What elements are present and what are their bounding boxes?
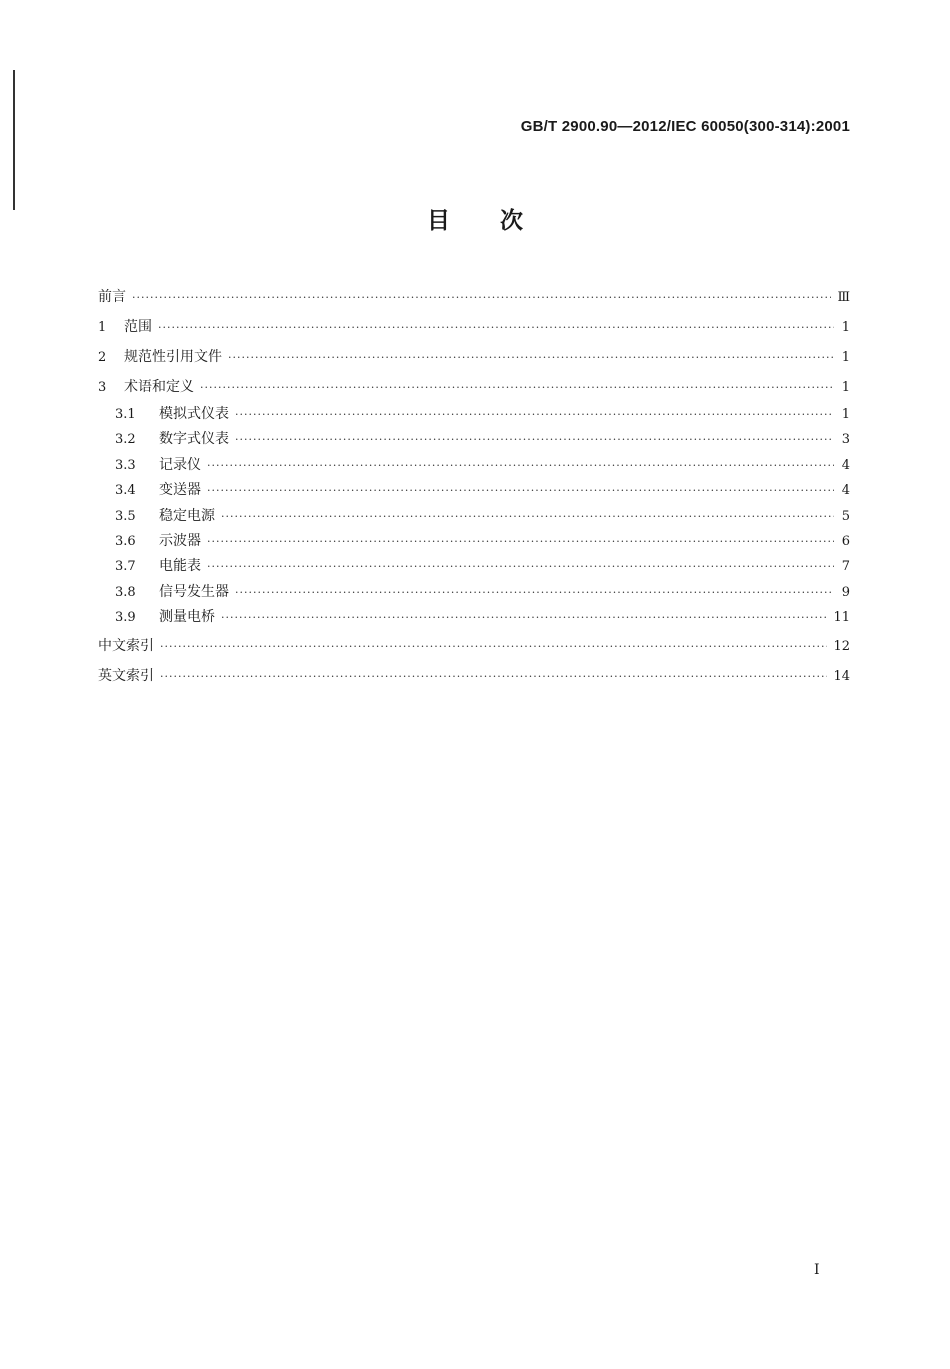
toc-entry-scope[interactable] [98,312,850,342]
toc-entry-number: 3.2 [115,432,136,448]
toc-leader-dots [158,313,834,343]
toc-leader-dots [207,478,834,503]
toc-entry-3-4[interactable] [98,478,850,503]
toc-entry-label: 范围 [124,319,152,335]
toc-entry-number: 3.9 [115,610,136,626]
toc-entry-label: 中文索引 [98,637,154,654]
table-of-contents [98,282,850,691]
toc-entry-page: 1 [841,350,850,365]
toc-entry-number: 3 [98,380,107,395]
toc-entry-label: 前言 [98,289,126,305]
toc-entry-label: 术语和定义 [124,379,194,395]
toc-entry-number: 3.1 [115,407,136,422]
toc-entry-page: 3 [841,432,850,448]
toc-leader-dots [221,605,827,630]
toc-entry-page: 14 [833,668,850,684]
toc-entry-terms-definitions[interactable] [98,372,850,402]
toc-entry-label: 记录仪 [159,456,201,473]
toc-entry-number: 3.6 [115,533,136,549]
toc-entry-label: 规范性引用文件 [124,349,222,365]
toc-entry-page: 11 [833,610,850,626]
toc-entry-number: 3.7 [115,559,136,575]
toc-entry-page: 12 [833,638,850,654]
toc-entry-chinese-index[interactable] [98,631,850,661]
toc-entry-label: 英文索引 [98,667,154,684]
toc-entry-number: 2 [98,350,107,365]
toc-leader-dots [207,529,834,554]
toc-leader-dots [160,662,827,692]
toc-leader-dots [160,632,827,662]
scan-edge-line [13,70,15,210]
toc-entry-label: 稳定电源 [159,507,215,524]
toc-entry-number: 3.3 [115,457,136,473]
toc-entry-3-3[interactable] [98,453,850,478]
toc-entry-page: 1 [841,407,850,422]
toc-entry-page: 9 [841,584,850,600]
toc-entry-label: 示波器 [159,532,201,549]
toc-entry-page: 5 [841,508,850,524]
toc-leader-dots [228,343,834,373]
toc-leader-dots [200,373,834,403]
toc-leader-dots [207,554,834,579]
toc-entry-foreword[interactable] [98,282,850,312]
toc-entry-label: 测量电桥 [159,609,215,626]
standard-code: GB/T 2900.90—2012/IEC 60050(300-314):2001 [520,118,850,135]
toc-entry-page: 6 [841,533,850,549]
toc-entry-3-2[interactable] [98,427,850,452]
toc-leader-dots [207,453,834,478]
toc-entry-label: 模拟式仪表 [159,406,229,422]
toc-entry-page: 4 [841,483,850,499]
toc-entry-english-index[interactable] [98,661,850,691]
toc-entry-3-9[interactable] [98,605,850,630]
page-number: I [814,1262,820,1278]
toc-entry-number: 1 [98,320,107,335]
toc-leader-dots [132,283,831,313]
toc-entry-label: 信号发生器 [159,583,229,600]
toc-entry-label: 数字式仪表 [159,431,229,448]
page-title: 目次 [427,208,573,234]
toc-entry-number: 3.5 [115,508,136,524]
toc-entry-3-6[interactable] [98,529,850,554]
toc-entry-page: 7 [841,559,850,575]
toc-leader-dots [221,504,834,529]
toc-entry-3-1[interactable] [98,402,850,427]
toc-leader-dots [235,580,834,605]
toc-entry-label: 变送器 [159,482,201,499]
toc-entry-3-5[interactable] [98,504,850,529]
toc-entry-number: 3.8 [115,584,136,600]
toc-entry-page: 1 [841,380,850,395]
toc-entry-normative-references[interactable] [98,342,850,372]
toc-entry-page: 4 [841,457,850,473]
toc-leader-dots [235,402,834,427]
toc-entry-label: 电能表 [159,558,201,575]
toc-leader-dots [235,427,834,452]
toc-entry-number: 3.4 [115,483,136,499]
toc-entry-3-7[interactable] [98,554,850,579]
toc-entry-page: 1 [841,320,850,335]
toc-entry-3-8[interactable] [98,580,850,605]
toc-entry-page: Ⅲ [837,290,850,305]
